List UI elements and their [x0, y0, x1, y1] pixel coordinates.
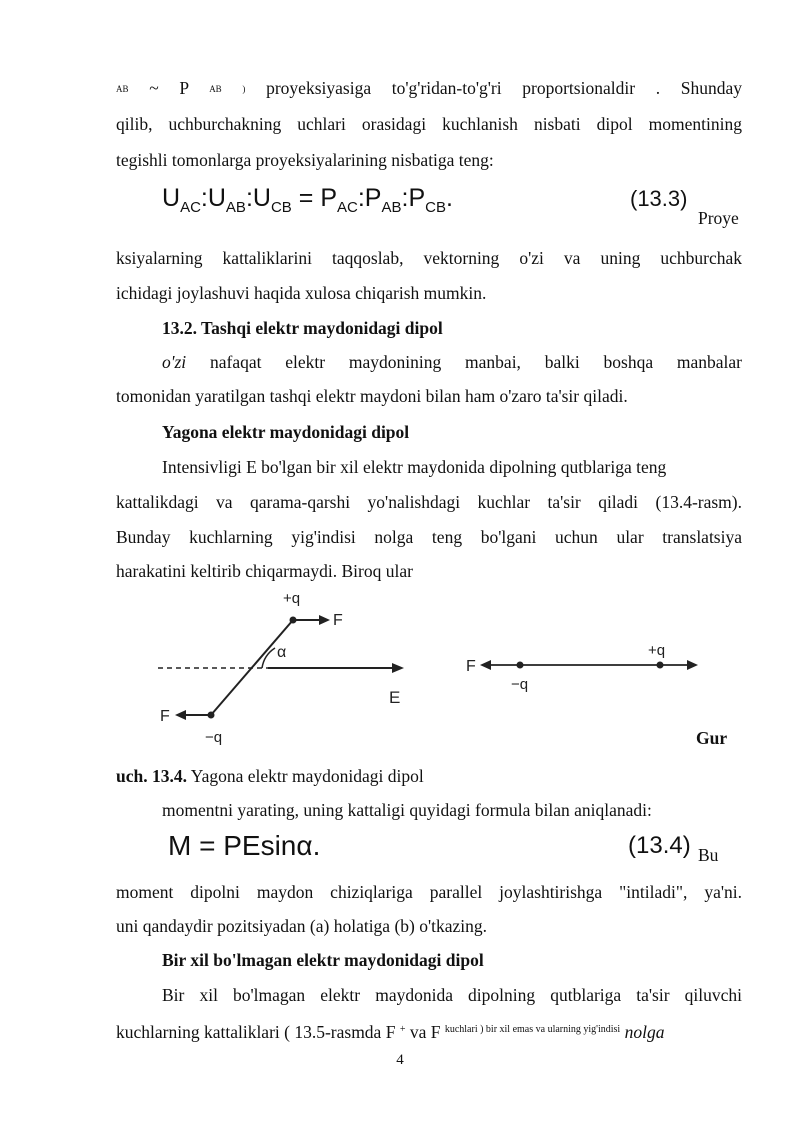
equation-13-3-number: (13.3): [630, 186, 688, 211]
gur-fragment: Gur: [696, 728, 728, 748]
label-e: E: [389, 688, 401, 707]
paragraph-line-10: Bunday kuchlarning yig'indisi nolga teng bo'lgani uchun ular translatsiya: [116, 527, 742, 547]
superscript-plus: +: [399, 1024, 406, 1035]
tilde-symbol: ~: [149, 78, 159, 98]
paragraph-line-15: Bir xil bo'lmagan elektr maydonida dipolning qutblariga ta'sir qiluvchi: [162, 985, 742, 1005]
paragraph-line-12: momentni yarating, uning kattaligi quyidagi formula bilan aniqlanadi:: [162, 800, 652, 820]
paragraph-line-7: tomonidan yaratilgan tashqi elektr maydoni bilan ham o'zaro ta'sir qiladi.: [116, 386, 628, 406]
right-plus-dot: [657, 662, 664, 669]
alpha-arc: [262, 648, 275, 668]
paragraph-line-9: kattalikdagi va qarama-qarshi yo'nalishdagi kuchlar ta'sir qiladi (13.4-rasm).: [116, 492, 742, 512]
line-16-small: kuchlari ) bir xil emas va ularning yig'indisi: [444, 1024, 621, 1035]
right-minus-dot: [517, 662, 524, 669]
paragraph-line-16: [116, 1018, 742, 1044]
field-arrowhead: [392, 663, 404, 673]
paragraph-line-2: qilib, uchburchakning uchlari orasidagi kuchlanish nisbati dipol momentining: [116, 114, 742, 134]
p-symbol: P: [179, 78, 189, 98]
label-f-bottom: F: [160, 708, 170, 725]
label-f-top: F: [333, 612, 343, 629]
paragraph-line-13: moment dipolni maydon chiziqlariga parallel joylashtirishga "intiladi", ya'ni.: [116, 882, 742, 902]
line-1-text: proyeksiyasiga to'g'ridan-to'g'ri proportsionaldir . Shunday: [266, 78, 743, 98]
proye-fragment: Proye: [698, 208, 739, 228]
subheading-uniform-field: Yagona elektr maydonidagi dipol: [162, 422, 410, 442]
force-bottom-arrowhead: [175, 710, 186, 720]
equation-13-4: M = PEsinα.: [168, 830, 321, 861]
equation-13-3: $U_{AC}:U_{AB}:U_{CB}$ = $P_{AC}:P_{AB}:P_{CB}$.: [162, 184, 453, 216]
paragraph-line-14: uni qandaydir pozitsiyadan (a) holatiga (b) o'tkazing.: [116, 916, 488, 936]
paragraph-line-11: harakatini keltirib chiqarmaydi. Biroq ular: [116, 561, 413, 581]
italic-nolga: nolga: [624, 1022, 665, 1042]
paragraph-line-4: ksiyalarning kattaliklarini taqqoslab, vektorning o'zi va uning uchburchak: [116, 248, 742, 268]
subscript-ab-2: AB: [209, 84, 222, 94]
caption-text: Yagona elektr maydonidagi dipol: [190, 766, 424, 786]
bu-fragment: Bu: [698, 845, 719, 865]
right-right-arrowhead: [687, 660, 698, 670]
right-left-arrowhead: [480, 660, 491, 670]
force-top-arrowhead: [319, 615, 330, 625]
label-plus-q-left: +q: [283, 590, 301, 607]
label-f-right: F: [466, 658, 476, 675]
line-16-b: va F: [409, 1022, 441, 1042]
line-6-rest: nafaqat elektr maydonining manbai, balki boshqa manbalar: [209, 352, 742, 372]
paragraph-line-8: Intensivligi E bo'lgan bir xil elektr maydonida dipolning qutblariga teng: [162, 457, 667, 477]
paragraph-line-5: ichidagi joylashuvi haqida xulosa chiqarish mumkin.: [116, 283, 487, 303]
line-16-a: kuchlarning kattaliklari ( 13.5-rasmda F: [116, 1022, 396, 1042]
label-plus-q-right: +q: [648, 642, 666, 659]
label-alpha: α: [277, 644, 287, 661]
close-paren: ): [242, 84, 246, 94]
section-heading-13-2: 13.2. Tashqi elektr maydonidagi dipol: [162, 318, 443, 338]
equation-13-4-number: (13.4): [628, 832, 691, 859]
paragraph-line-3: tegishli tomonlarga proyeksiyalarining nisbatiga teng:: [116, 150, 494, 170]
page-number: 4: [396, 1052, 404, 1068]
label-minus-q-left: −q: [205, 729, 223, 746]
label-minus-q-right: −q: [511, 676, 529, 693]
subheading-nonuniform-field: Bir xil bo'lmagan elektr maydonidagi dipol: [162, 950, 484, 970]
paragraph-line-6: [162, 350, 742, 374]
figure-caption: [116, 764, 742, 788]
subscript-ab: AB: [116, 84, 129, 94]
italic-ozi: o'zi: [162, 352, 187, 372]
paragraph-line-1: [116, 76, 742, 101]
caption-label: uch. 13.4.: [116, 766, 187, 786]
